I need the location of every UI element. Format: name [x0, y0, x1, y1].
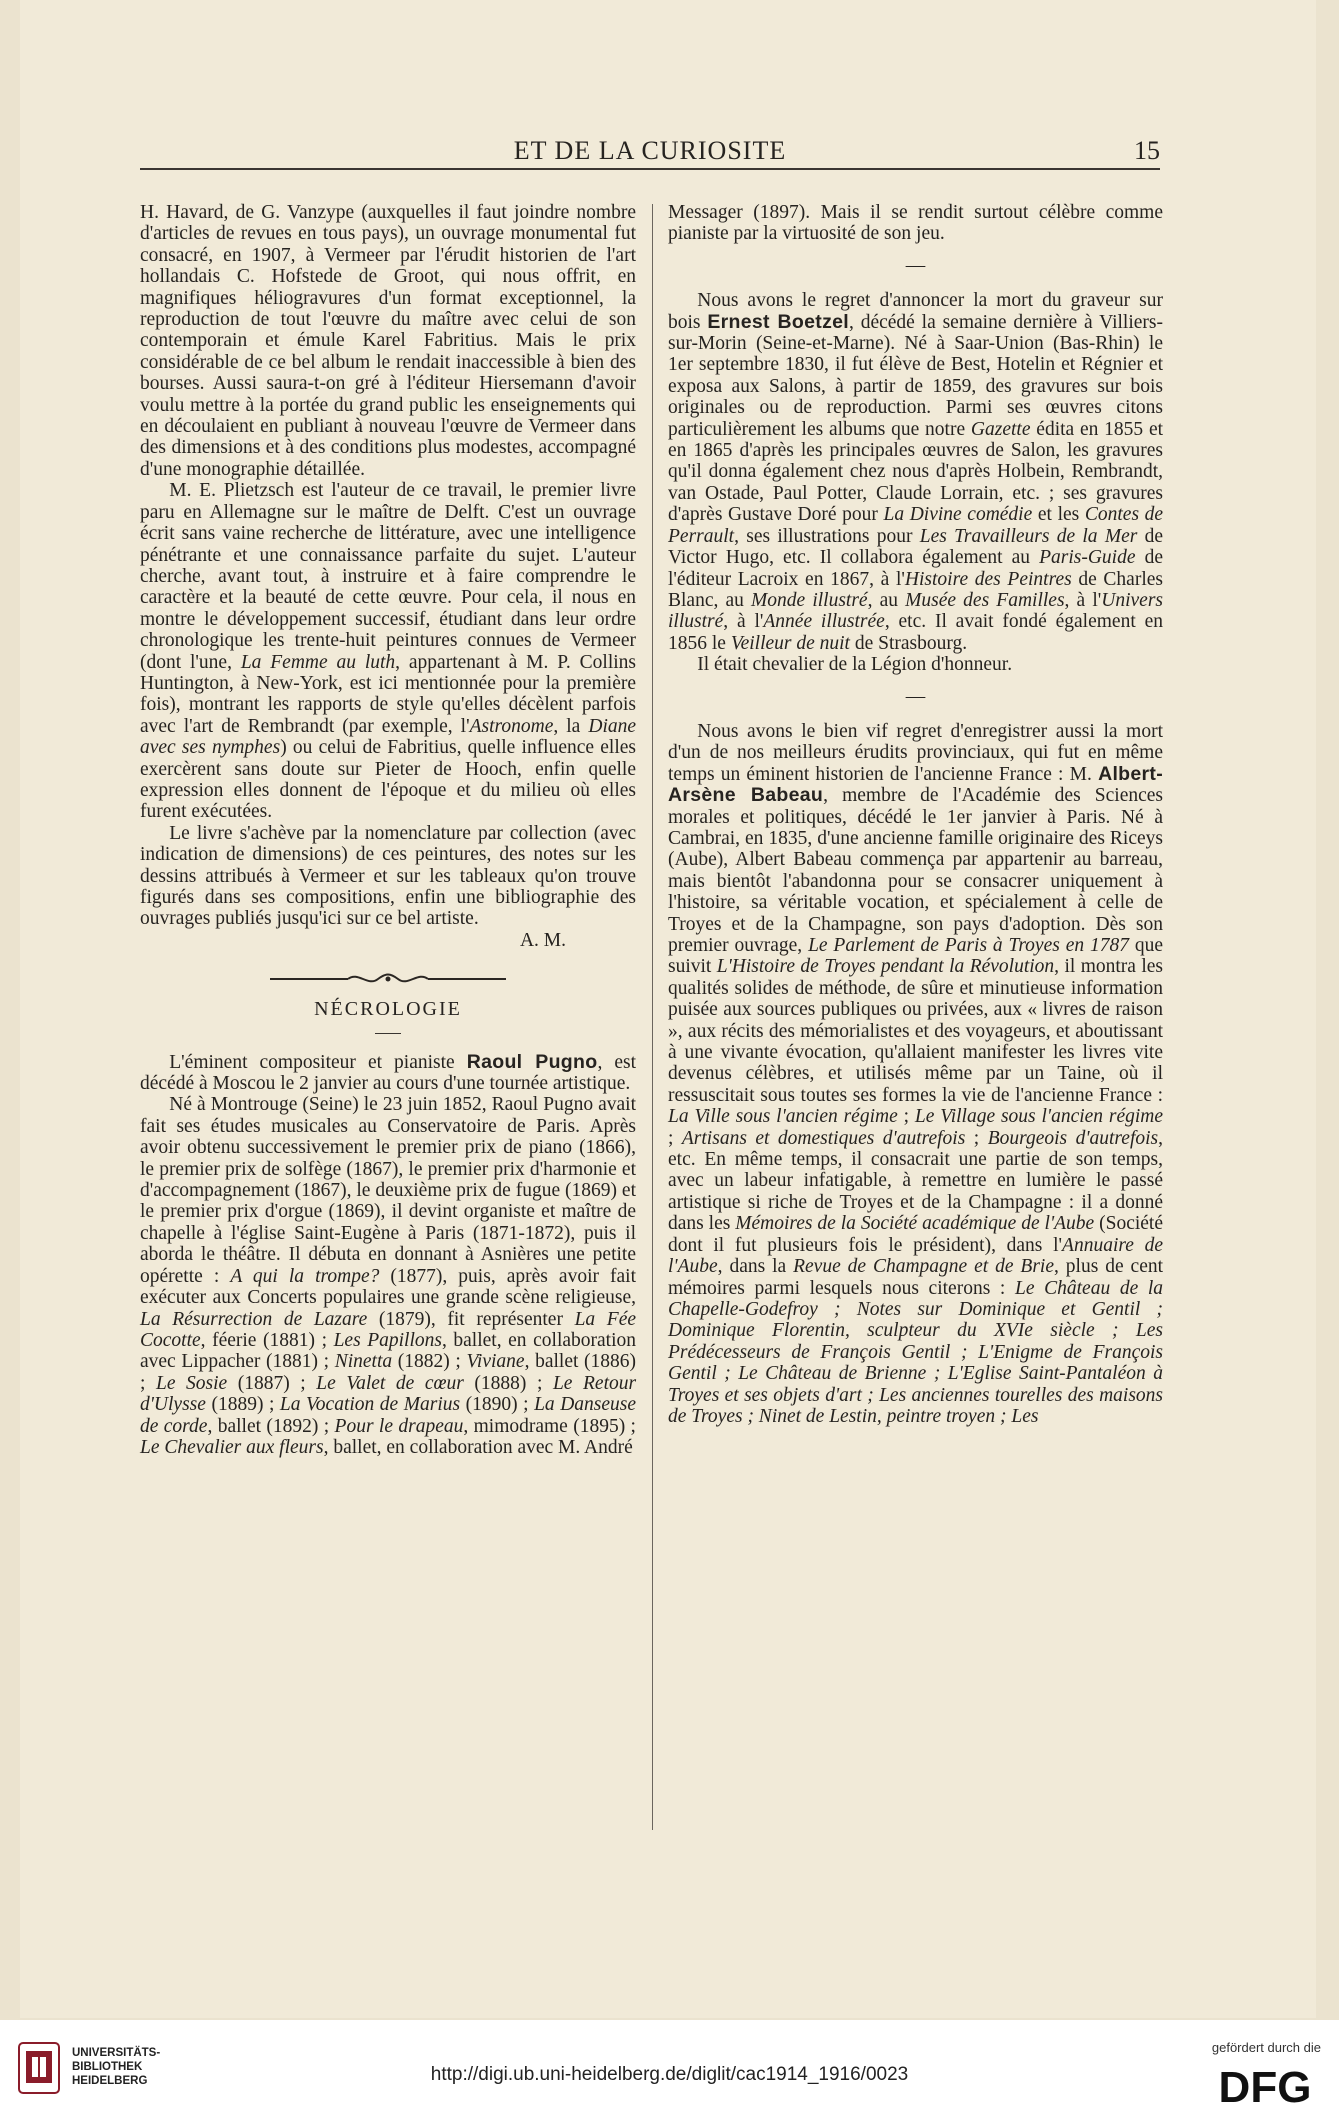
- text: de Victor Hugo, etc. Il collabora également au: [668, 525, 1164, 569]
- text: , décédé la semaine dernière à Villiers-sur-Morin (Seine-et-Marne). Né à Saar-Union (Bas-Rhin) le 1er septembre 1830, il fut élève de Best, Hotelin et Régnier et exposa aux Salons, à partir de 1859, des gravures sur bois originales ou de reproduction. Parmi ses œuvres citons particulièrement les albums que notre: [668, 311, 1163, 440]
- text: ) ou celui de Fabritius, quelle influence elles exercèrent sans doute sur Pieter de Hooch, enfin quelle expression elles donnent de l'époque et du milieu où elles furent exécutées.: [140, 737, 637, 823]
- title-italic: Monde illustré: [751, 589, 868, 611]
- person-name: Ernest Boetzel: [707, 310, 849, 333]
- title-italic: Le Château de la Chapelle-Godefroy ; Notes sur Dominique et Gentil ; Dominique Florentin, sculpteur du XVIe siècle ; Les Prédécesseurs de François Gentil ; L'Enigme de François Gentil ; Le Château de Brienne ; L'Eglise Saint-Pantaléon à Troyes et ses objets d'art ; Les anciennes tourelles des maisons de Troyes ; Ninet de Lestin, peintre troyen ; Les: [668, 1277, 1164, 1427]
- title-italic: La Ville sous l'ancien régime: [668, 1106, 898, 1128]
- text: ;: [903, 1106, 910, 1128]
- title-italic: Pour le drapeau: [334, 1415, 464, 1437]
- institution-line: BIBLIOTHEK: [72, 2061, 143, 2073]
- ornament-divider-icon: [268, 969, 508, 989]
- paragraph: [668, 654, 1163, 675]
- page-number: 15: [1134, 136, 1160, 165]
- title-italic: Le Sosie: [155, 1372, 228, 1394]
- title-italic: Annuaire de l'Aube: [668, 1234, 1163, 1278]
- title-italic: Bourgeois d'autrefois: [987, 1127, 1159, 1149]
- title-italic: Histoire des Peintres: [904, 568, 1072, 590]
- title-italic: Mémoires de la Société académique de l'Aube: [735, 1213, 1095, 1235]
- text: (1887) ;: [237, 1372, 306, 1394]
- text: de Charles Blanc, au: [668, 568, 1163, 611]
- text: (1877), puis, après avoir fait exécuter aux Concerts populaires une grande scène religieuse,: [140, 1265, 637, 1309]
- text: édita en 1855 et en 1865 d'après les principales œuvres de Salon, les gravures qu'il donna également chez nous d'après Holbein, Rembrandt, van Ostade, Paul Potter, Claude Lorrain, etc. ; ses gravures d'après Gustave Doré pour: [668, 418, 1164, 526]
- title-italic: Revue de Champagne et de Brie: [793, 1256, 1055, 1278]
- title-italic: Le Valet de cœur: [316, 1372, 464, 1394]
- title-italic: La Fée Cocotte: [140, 1308, 637, 1351]
- text: Nous avons le bien vif regret d'enregistrer aussi la mort d'un de nos meilleurs érudits provinciaux, qui fut en même temps un éminent historien de l'ancienne France : M.: [668, 720, 1163, 785]
- paragraph: [140, 1094, 636, 1458]
- text: , il montra les qualités solides de méthode, de sûre et minutieuse information puisée aux sources publiques ou privées, aux « livres de raison », aux récits des mémorialistes et des voyageurs, et aboutissant à une vivante évocation, qu'allaient manifester les livres vite devenus célèbres, et utilisés même par un Taine, où il ressuscitait sous toutes ses formes la vie de l'ancienne France :: [668, 956, 1164, 1106]
- text: et les: [1037, 504, 1080, 526]
- text: , est décédé à Moscou le 2 janvier au cours d'une tournée artistique.: [140, 1051, 637, 1095]
- title-italic: La Danseuse de corde: [140, 1394, 637, 1437]
- title-italic: La Divine comédie: [883, 504, 1033, 526]
- text: de Strasbourg.: [854, 632, 968, 654]
- text: , membre de l'Académie des Sciences morales et politiques, décédé le 1er janvier à Paris. Né à Cambrai, en 1835, d'une ancienne famille originaire des Riceys (Aube), Albert Babeau commença par appartenir au barreau, mais bientôt l'abandonna pour se consacrer uniquement à l'histoire, sa véritable vocation, et spécialement à celle de Troyes et de la Champagne, son pays d'adoption. Dès son premier ouvrage,: [668, 785, 1163, 956]
- text: , ballet (1886) ;: [140, 1351, 637, 1394]
- text: (1888) ;: [474, 1372, 543, 1394]
- text: , la: [553, 715, 581, 737]
- title-italic: La Femme au luth: [240, 651, 396, 673]
- paragraph: [140, 202, 636, 480]
- person-name: Raoul Pugno: [466, 1050, 598, 1073]
- title-italic: L'Histoire de Troyes pendant la Révolution: [716, 956, 1055, 978]
- title-italic: Le Village sous l'ancien régime: [914, 1106, 1164, 1128]
- header-rule: [140, 168, 1160, 170]
- text: , à l': [723, 611, 764, 633]
- title-italic: Gazette: [970, 418, 1031, 440]
- title-italic: Le Retour d'Ulysse: [140, 1372, 637, 1416]
- title-italic: Année illustrée: [763, 611, 885, 633]
- institution-line: HEIDELBERG: [72, 2075, 148, 2087]
- text: H. Havard, de G. Vanzype (auxquelles il faut joindre nombre d'articles de revues en tous pays), un ouvrage monumental fut consacré, en 1907, à Vermeer par l'érudit historien de l'art hollandais C. Hofstede de Groot, qui nous offrit, en magnifiques héliogravures d'un format exceptionnel, la reproduction de tout l'œuvre du maître avec celui de son contemporain et émule Karel Fabritius. Mais le prix considérable de ce bel album le rendait inaccessible à bien des bourses. Aussi saura-t-on gré à l'éditeur Hiersemann d'avoir voulu mettre à la portée du grand public les enseignements qui en découlaient en publiant à nouveau l'œuvre de Vermeer dans des dimensions et à des conditions plus modestes, accompagné d'une monographie détaillée.: [140, 202, 636, 480]
- text: , ballet, en collaboration avec Lippacher (1881) ;: [140, 1329, 636, 1373]
- text: , etc. Il avait fondé également en 1856 le: [668, 611, 1163, 654]
- text: , etc. En même temps, il consacrait une partie de son temps, avec un labeur infatigable, à remettre en lumière le passé artistique si riche de Troyes et de la Champagne : il a donné dans les: [668, 1127, 1163, 1235]
- title-italic: Contes de Perrault: [668, 504, 1164, 547]
- text: M. E. Plietzsch est l'auteur de ce travail, le premier livre paru en Allemagne sur le maître de Delft. C'est un ouvrage écrit sans vaine recherche de littérature, avec une intelligence pénétrante et une connaissance parfaite du sujet. L'auteur cherche, avant tout, à instruire et à faire comprendre le caractère et la beauté de cette œuvre. Pour cela, il nous en montre le développement successif, étudiant dans leur ordre chronologique les trente-huit peintures connues de Vermeer (dont l'une,: [140, 480, 636, 673]
- title-italic: Le Parlement de Paris à Troyes en 1787: [808, 935, 1129, 956]
- text: Le livre s'achève par la nomenclature par collection (avec indication de dimensions) de ces peintures, des notes sur les dessins attribués à Vermeer et sur les tableaux qu'on trouve figurés dans ses compositions, enfin une bibliographie des ouvrages publiés jusqu'ici sur ce bel artiste.: [140, 822, 636, 930]
- title-italic: La Résurrection de Lazare: [140, 1308, 368, 1330]
- text: (1889) ;: [211, 1394, 275, 1416]
- title-italic: Les Travailleurs de la Mer: [919, 525, 1138, 547]
- separator-dash: —: [905, 254, 926, 276]
- title-italic: Musée des Familles: [905, 589, 1065, 611]
- page-title: ET DE LA CURIOSITE: [513, 136, 787, 165]
- text: Il était chevalier de la Légion d'honneur.: [697, 654, 1013, 676]
- text: que suivit: [668, 935, 1164, 978]
- title-italic: A qui la trompe?: [230, 1265, 380, 1287]
- title-italic: Astronome: [469, 715, 554, 737]
- dfg-logo-text: DFG: [1218, 2064, 1312, 2108]
- section-title: NÉCROLOGIE: [314, 998, 462, 1021]
- text: , au: [867, 589, 899, 611]
- paragraph: [668, 721, 1163, 1427]
- title-italic: Le Chevalier aux fleurs: [140, 1436, 324, 1458]
- paragraph: [140, 480, 636, 823]
- text: (1890) ;: [465, 1394, 529, 1416]
- text: Nous avons le regret d'annoncer la mort du graveur sur bois: [668, 290, 1163, 333]
- paragraph: [140, 1052, 636, 1095]
- paragraph: [668, 290, 1163, 654]
- dfg-logo: [1209, 2064, 1321, 2108]
- left-column: [140, 202, 636, 1458]
- title-italic: La Vocation de Marius: [279, 1394, 461, 1416]
- title-italic: Univers illustré: [668, 589, 1164, 633]
- text: , féerie (1881) ;: [200, 1329, 327, 1351]
- right-column: [668, 202, 1163, 1427]
- person-name: Albert-Arsène Babeau: [668, 762, 1163, 807]
- title-italic: Veilleur de nuit: [730, 632, 850, 654]
- text: (1882) ;: [397, 1351, 461, 1373]
- text: , ballet, en collaboration avec M. André: [323, 1436, 633, 1458]
- text: , appartenant à M. P. Collins Huntington, à New-York, est ici mentionnée pour la première fois), montrant les rapports de style qu'elles décèlent parfois avec l'art de Rembrandt (par exemple, l': [140, 651, 636, 737]
- paragraph: [140, 823, 636, 930]
- text: , dans la: [717, 1256, 787, 1278]
- footer-bar: [0, 2020, 1339, 2117]
- text: Messager (1897). Mais il se rendit surtout célèbre comme pianiste par la virtuosité de son jeu.: [668, 202, 1163, 245]
- text: , à l': [1064, 589, 1102, 611]
- paragraph: [668, 202, 1163, 245]
- title-italic: Les Papillons: [333, 1329, 442, 1351]
- title-italic: Viviane: [466, 1351, 525, 1373]
- text: , plus de cent mémoires parmi lesquels nous citerons :: [668, 1256, 1164, 1299]
- text: (Société dont il fut plusieurs fois le président), dans l': [668, 1213, 1163, 1256]
- text: , ballet (1892) ;: [207, 1415, 330, 1437]
- section-rule: [375, 1033, 401, 1034]
- signature: A. M.: [519, 929, 566, 951]
- text: , ses illustrations pour: [734, 525, 913, 547]
- title-italic: Diane avec ses nymphes: [140, 715, 637, 759]
- text: L'éminent compositeur et pianiste: [169, 1051, 455, 1073]
- source-url[interactable]: http://digi.ub.uni-heidelberg.de/diglit/cac1914_1916/0023: [430, 2064, 909, 2085]
- title-italic: Artisans et domestiques d'autrefois: [681, 1127, 966, 1149]
- title-italic: Ninetta: [334, 1351, 393, 1373]
- text: , mimodrame (1895) ;: [463, 1415, 636, 1437]
- running-head: [140, 136, 1160, 176]
- separator-dash: —: [905, 685, 926, 707]
- text: ;: [973, 1127, 980, 1149]
- text: Né à Montrouge (Seine) le 23 juin 1852, Raoul Pugno avait fait ses études musicales au Conservatoire de Paris. Après avoir obtenu successivement le premier prix de piano (1866), le premier prix de solfège (1867), le premier prix d'harmonie et d'accompagnement (1867), le deuxième prix de fugue (1869) et le premier prix d'orgue (1869), il devint organiste et maître de chapelle à l'église Saint-Eugène à Paris (1871-1872), puis il aborda le théâtre. Il débuta en donnant à Asnières une petite opérette :: [140, 1094, 636, 1287]
- text: (1879), fit représenter: [378, 1308, 563, 1330]
- title-italic: Paris-Guide: [1039, 547, 1136, 569]
- institution-line: UNIVERSITÄTS-: [72, 2047, 161, 2059]
- text: ;: [668, 1127, 674, 1149]
- sponsor-label: gefördert durch die: [1211, 2040, 1321, 2055]
- column-divider: [652, 204, 653, 1830]
- text: de l'éditeur Lacroix en 1867, à l': [668, 547, 1163, 590]
